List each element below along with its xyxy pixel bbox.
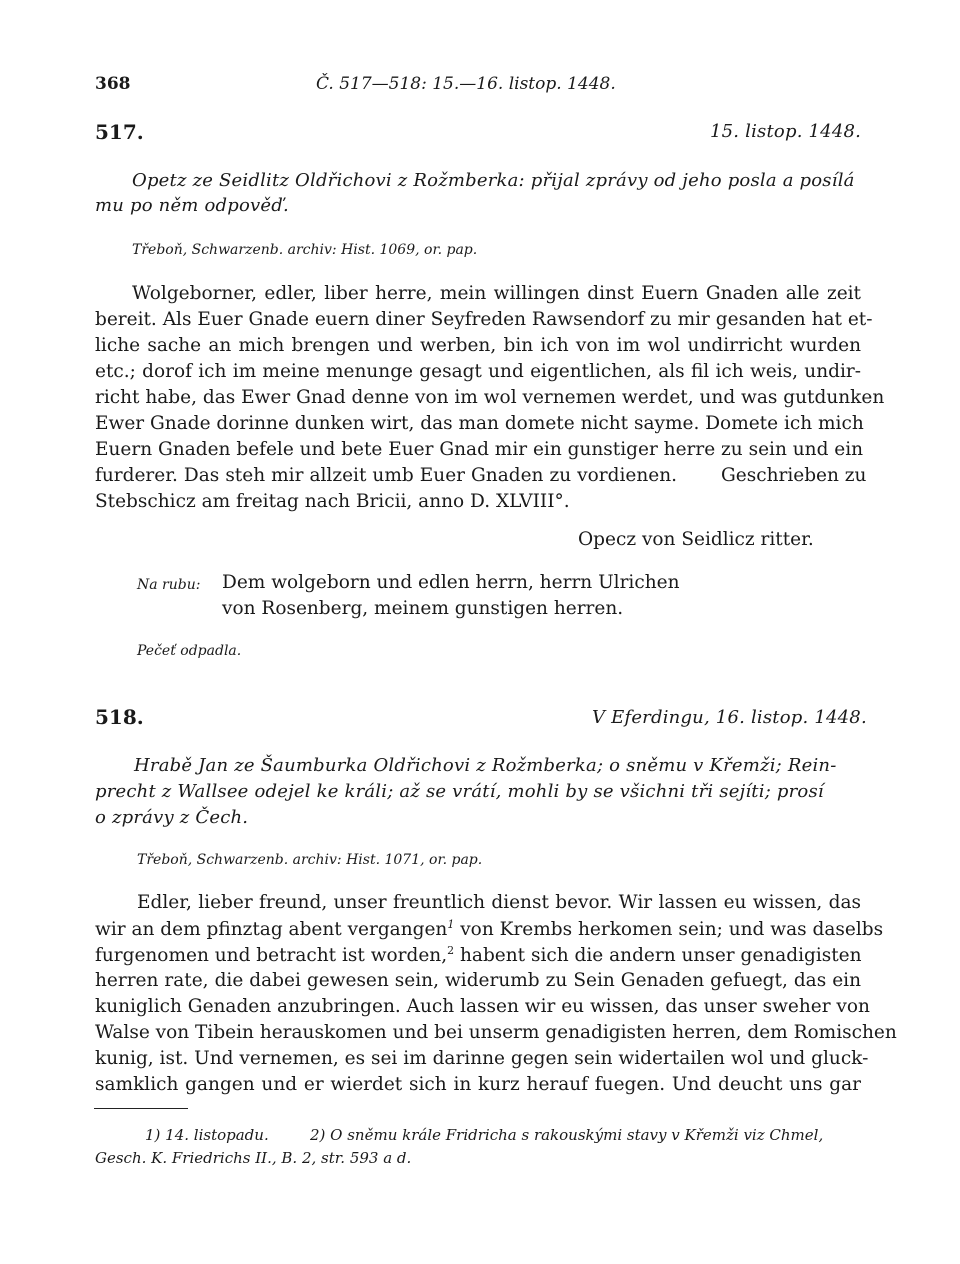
letter-517-body-line-1: Wolgeborner, edler, liber herre, mein willingen dinst Euern Gnaden alle zeit [132,283,861,304]
letter-517-body-line-3: liche sache an mich brengen und werben, bin ich von im wol undirricht wurden [95,335,861,356]
letter-518-body-line-6: Walse von Tibein herauskomen und bei unserm genadigisten herren, dem Romischen [95,1022,897,1043]
letter-517-address-line-1: Dem wolgeborn und edlen herrn, herrn Ulrichen [222,572,680,593]
letter-518-body-line-4: herren rate, die dabei gewesen sein, widerumb zu Sein Genaden gefuegt, das ein [95,970,861,991]
letter-517-body-line-4: etc.; dorof ich im meine menunge gesagt und eigentlichen, als fil ich weis, undir- [95,361,861,382]
letter-518-regest-line-2: precht z Wallsee odejel ke králi; až se vrátí, mohli by se všichni tři sejíti; prosí [95,781,824,802]
letter-518-body-line-2-text: wir an dem pfinztag abent vergangen [95,919,448,941]
letter-517-body-line-6: Ewer Gnade dorinne dunken wirt, das man domete nicht sayme. Domete ich mich [95,413,864,434]
footnote-rule [94,1108,188,1109]
letter-518-body-line-3-rest: habent sich die andern unser genadigisten [460,945,862,967]
letter-518-source: Třeboň, Schwarzenb. archiv: Hist. 1071, or. pap. [137,852,483,868]
letter-517-body-line-2: bereit. Als Euer Gnade euern diner Seyfreden Rawsendorf zu mir gesanden hat et- [95,309,873,330]
letter-518-body-line-3-text: furgenomen und betracht ist worden, [95,945,448,967]
letter-518-body-line-3 [95,944,862,966]
letter-517-source: Třeboň, Schwarzenb. archiv: Hist. 1069, or. pap. [132,242,478,258]
footnote-2: 2) O sněmu krále Fridricha s rakouskými stavy v Křemži viz Chmel, [310,1126,824,1144]
letter-517-body-line-7: Euern Gnaden befele und bete Euer Gnad mir ein gunstiger herre zu sein und ein [95,439,864,460]
letter-518-place-date: V Eferdingu, 16. listop. 1448. [592,707,867,728]
letter-518-body-line-2-rest: von Krembs herkomen sein; und was daselbs [460,919,884,941]
letter-517-regest-line-1: Opetz ze Seidlitz Oldřichovi z Rožmberka: přijal zprávy od jeho posla a posílá [132,170,855,191]
page-number: 368 [95,74,131,94]
footnote-mark-1: 1 [447,918,455,931]
letter-518-body-line-5: kuniglich Genaden anzubringen. Auch lassen wir eu wissen, das unser sweher von [95,996,870,1017]
letter-518-number: 518. [95,705,144,729]
letter-518-regest-line-1: Hrabě Jan ze Šaumburka Oldřichovi z Rožmberka; o sněmu v Křemži; Rein- [134,755,837,776]
letter-518-body-line-2 [95,918,883,940]
letter-518-regest-line-3: o zprávy z Čech. [95,807,249,828]
footnote-2-continued: Gesch. K. Friedrichs II., B. 2, str. 593 a d. [95,1149,412,1167]
letter-517-signature: Opecz von Seidlicz ritter. [578,529,814,550]
letter-518-body-line-1: Edler, lieber freund, unser freuntlich dienst bevor. Wir lassen eu wissen, das [137,892,861,913]
letter-517-address-line-2: von Rosenberg, meinem gunstigen herren. [222,598,624,619]
letter-517-body-line-5: richt habe, das Ewer Gnad denne von im wol vernemen werdet, und was gutdunken [95,387,885,408]
running-title: Č. 517—518: 15.—16. listop. 1448. [316,74,616,94]
letter-517-seal-note: Pečeť odpadla. [137,643,242,659]
letter-517-number: 517. [95,120,144,144]
letter-517-regest-line-2: mu po něm odpověď. [95,195,289,216]
letter-517-body-line-8: furderer. Das steh mir allzeit umb Euer Gnaden zu vordienen. [95,465,677,486]
letter-517-body-line-8-dated: Geschrieben zu [721,465,867,486]
letter-517-body-line-9: Stebschicz am freitag nach Bricii, anno D. XLVIII°. [95,491,570,512]
letter-517-date: 15. listop. 1448. [710,121,862,142]
letter-518-body-line-8: samklich gangen und er wierdet sich in kurz herauf fuegen. Und deucht uns gar [95,1074,861,1095]
footnote-1: 1) 14. listopadu. [145,1126,269,1144]
letter-518-body-line-7: kunig, ist. Und vernemen, es sei im darinne gegen sein widertailen wol und gluck- [95,1048,869,1069]
footnote-mark-2: 2 [447,944,455,957]
letter-517-address-label: Na rubu: [137,577,201,593]
